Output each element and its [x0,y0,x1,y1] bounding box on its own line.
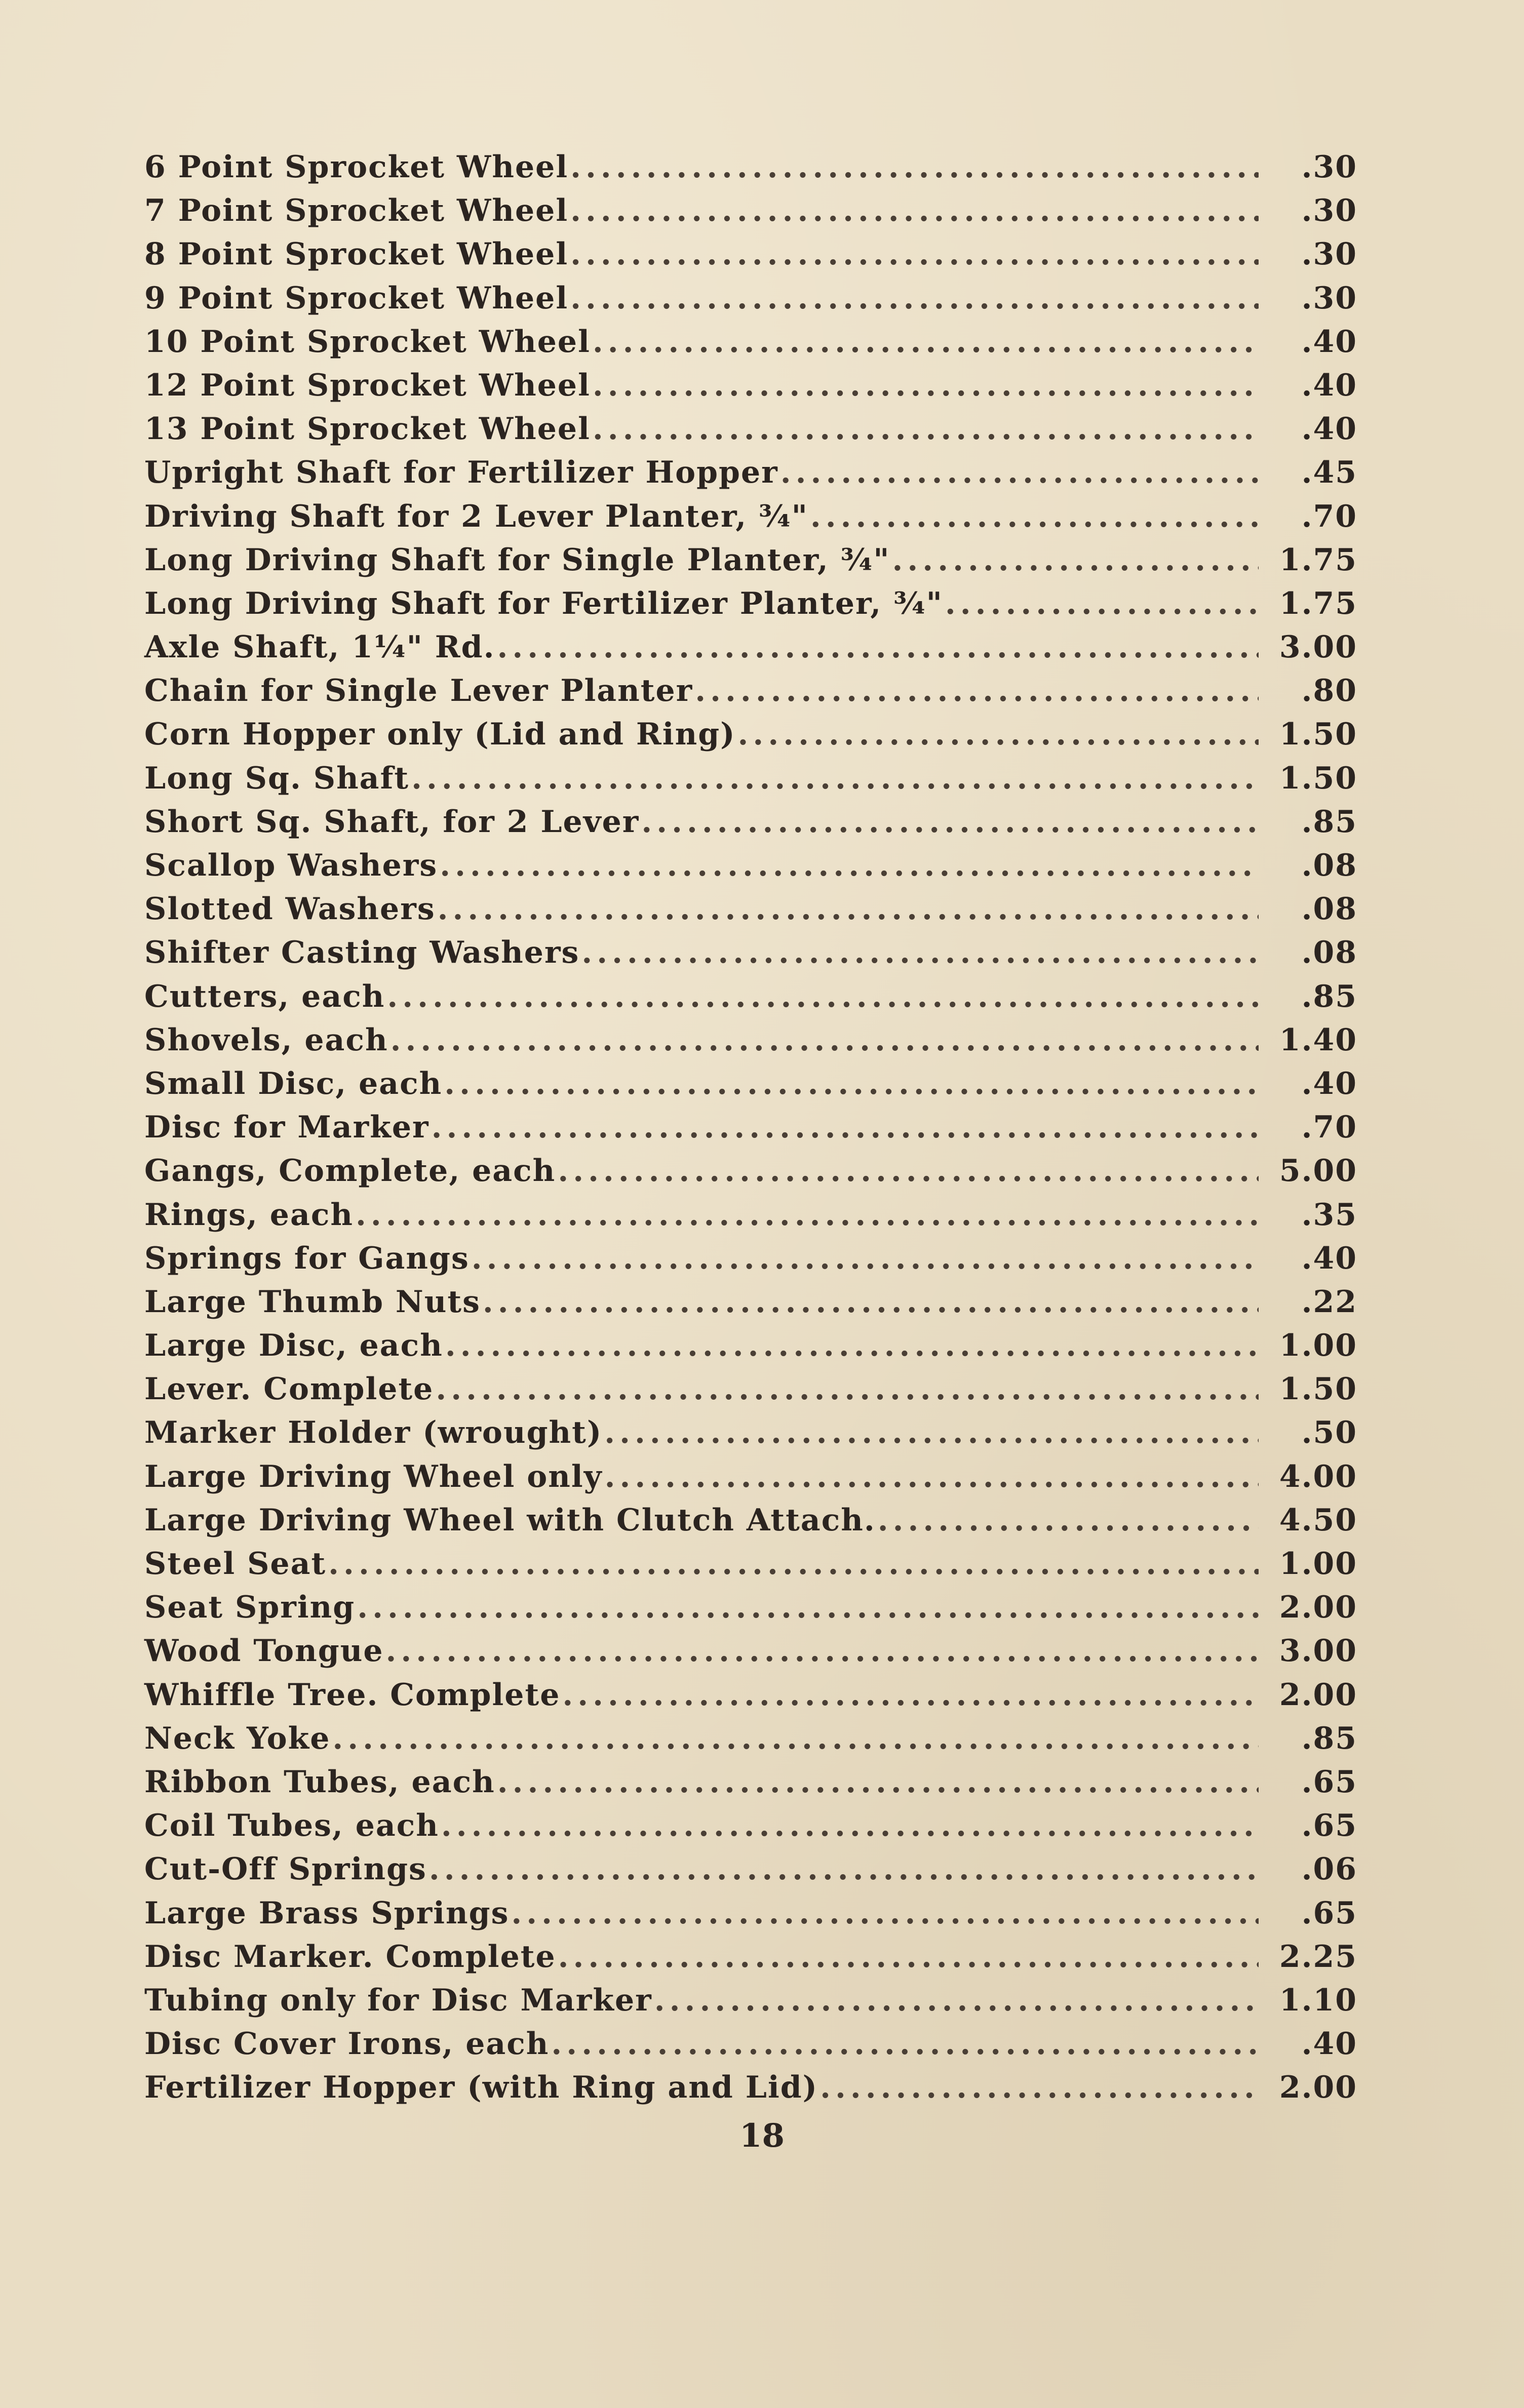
price-list-row [144,935,1357,978]
price-list-row [144,1808,1357,1851]
price-list-row [144,1590,1357,1633]
item-name: Steel Seat [144,1546,327,1582]
dot-leader [440,848,1259,883]
item-price: .22 [1301,1284,1357,1320]
price-list-row [144,1415,1357,1458]
price-list-row [144,1153,1357,1197]
price-list-row [144,411,1357,455]
item-name: Large Brass Springs [144,1895,510,1931]
dot-leader [497,1764,1259,1800]
item-price: .80 [1301,673,1357,709]
dot-leader [558,1153,1259,1189]
item-name: Neck Yoke [144,1720,331,1756]
dot-leader [593,368,1259,403]
item-name: Large Thumb Nuts [144,1284,481,1320]
price-list-row [144,891,1357,935]
price-list-row [144,324,1357,368]
item-price: .40 [1301,411,1357,447]
item-price: .08 [1301,891,1357,927]
price-list-row [144,1022,1357,1066]
item-price: .08 [1301,848,1357,883]
item-price: 1.10 [1279,1982,1357,2018]
item-name: Cutters, each [144,978,385,1014]
price-list-row [144,1503,1357,1546]
dot-leader [387,979,1259,1014]
item-name: Whiffle Tree. Complete [144,1677,561,1713]
dot-leader [497,629,1259,665]
dot-leader [570,149,1259,185]
price-list-row [144,717,1357,760]
item-name: Large Driving Wheel with Clutch Attach. [144,1502,876,1538]
price-list-row [144,2026,1357,2070]
item-price: 2.00 [1279,1590,1357,1626]
item-name: Corn Hopper only (Lid and Ring) [144,717,736,753]
dot-leader [445,1328,1259,1363]
item-name: Coil Tubes, each [144,1808,439,1844]
price-list-row [144,1764,1357,1808]
dot-leader [780,455,1259,490]
item-price: 1.50 [1279,717,1357,753]
dot-leader [695,673,1259,708]
price-list-row [144,1197,1357,1241]
price-list-row [144,804,1357,848]
item-name: Wood Tongue [144,1633,384,1669]
item-name: 9 Point Sprocket Wheel [144,280,569,316]
dot-leader [892,542,1259,578]
item-price: .30 [1301,149,1357,185]
item-name: 13 Point Sprocket Wheel [144,411,591,447]
item-name: Disc Cover Irons, each [144,2026,550,2062]
price-list-row [144,2070,1357,2113]
item-name: Fertilizer Hopper (with Ring and Lid) [144,2070,818,2106]
dot-leader [570,193,1259,228]
item-price: .35 [1301,1197,1357,1233]
price-list-row [144,1459,1357,1503]
item-name: Rings, each [144,1197,354,1233]
dot-leader [810,499,1259,534]
item-price: .40 [1301,324,1357,360]
price-list-row [144,1896,1357,1939]
item-name: Chain for Single Lever Planter [144,673,693,709]
item-name: Long Driving Shaft for Single Planter, ¾" [144,542,890,578]
item-name: Marker Holder (wrought) [144,1415,603,1451]
item-price: 5.00 [1279,1153,1357,1189]
item-name: 10 Point Sprocket Wheel [144,324,591,360]
item-price: .70 [1301,498,1357,534]
item-price: 3.00 [1279,1633,1357,1669]
dot-leader [472,1241,1259,1276]
dot-leader [551,2026,1259,2062]
dot-leader [570,236,1259,272]
item-name: Upright Shaft for Fertilizer Hopper [144,455,778,491]
price-list-row [144,1284,1357,1328]
dot-leader [820,2070,1259,2105]
item-name: Shovels, each [144,1022,388,1058]
item-name: Disc for Marker [144,1110,429,1146]
price-list-row [144,1939,1357,1983]
page-number: 18 [739,2117,785,2155]
item-price: .70 [1301,1110,1357,1146]
price-list-row [144,1983,1357,2026]
price-list-row [144,1066,1357,1110]
item-name: Short Sq. Shaft, for 2 Lever [144,804,640,840]
price-list-row [144,629,1357,673]
price-list-row [144,586,1357,629]
dot-leader [558,1939,1259,1975]
item-price: .30 [1301,280,1357,316]
item-price: .30 [1301,236,1357,272]
dot-leader [605,1459,1259,1494]
item-price: .65 [1301,1895,1357,1931]
item-price: 2.25 [1279,1939,1357,1975]
dot-leader [641,804,1259,840]
price-list-row [144,542,1357,586]
item-price: 1.50 [1279,760,1357,796]
item-price: 4.00 [1279,1458,1357,1494]
dot-leader [438,891,1259,927]
item-name: Axle Shaft, 1¼" Rd. [144,629,495,665]
dot-leader [593,411,1259,447]
item-price: 1.75 [1279,542,1357,578]
price-list-row [144,455,1357,498]
dot-leader [604,1415,1259,1450]
item-name: Shifter Casting Washers [144,935,580,971]
item-price: .65 [1301,1764,1357,1800]
item-price: 1.00 [1279,1546,1357,1582]
item-price: 2.00 [1279,1677,1357,1713]
dot-leader [328,1546,1259,1582]
item-name: Small Disc, each [144,1065,443,1101]
price-list-row [144,761,1357,804]
price-list-row [144,281,1357,324]
item-name: Seat Spring [144,1590,356,1626]
price-list-row [144,236,1357,280]
item-price: .65 [1301,1808,1357,1844]
item-name: Large Disc, each [144,1328,443,1364]
item-name: Tubing only for Disc Marker [144,1982,652,2018]
dot-leader [386,1633,1259,1669]
dot-leader [432,1110,1259,1145]
dot-leader [444,1066,1259,1101]
dot-leader [654,1983,1259,2018]
item-price: .40 [1301,2026,1357,2062]
item-name: Scallop Washers [144,848,438,883]
item-price: .50 [1301,1415,1357,1451]
item-name: Long Driving Shaft for Fertilizer Planter, ¾" [144,585,943,621]
price-list-row [144,1110,1357,1153]
price-list-row [144,1677,1357,1721]
item-name: 8 Point Sprocket Wheel [144,236,569,272]
price-list-row [144,1633,1357,1677]
item-price: .30 [1301,193,1357,229]
item-price: .85 [1301,1720,1357,1756]
price-list-row [144,193,1357,236]
price-list-row [144,1546,1357,1590]
item-price: 1.00 [1279,1328,1357,1364]
price-list-row [144,979,1357,1022]
item-name: Cut-Off Springs [144,1851,427,1887]
price-list-row [144,368,1357,411]
item-name: Lever. Complete [144,1371,434,1407]
dot-leader [356,1197,1259,1233]
price-list-row [144,149,1357,193]
price-list-row [144,848,1357,891]
dot-leader [581,935,1259,970]
item-name: 12 Point Sprocket Wheel [144,367,591,403]
item-price: .85 [1301,804,1357,840]
item-name: Slotted Washers [144,891,436,927]
parts-price-list [144,149,1357,2113]
item-price: .08 [1301,935,1357,971]
price-list-row [144,499,1357,542]
item-name: Ribbon Tubes, each [144,1764,495,1800]
dot-leader [429,1851,1259,1887]
dot-leader [357,1590,1259,1625]
dot-leader [511,1896,1259,1931]
item-name: Long Sq. Shaft [144,760,410,796]
price-list-row [144,673,1357,717]
dot-leader [570,281,1259,316]
item-price: 1.75 [1279,585,1357,621]
dot-leader [411,761,1259,796]
item-name: 7 Point Sprocket Wheel [144,193,569,229]
item-price: 1.50 [1279,1371,1357,1407]
dot-leader [390,1022,1259,1058]
price-list-row [144,1851,1357,1895]
item-name: Springs for Gangs [144,1240,470,1276]
item-name: 6 Point Sprocket Wheel [144,149,569,185]
item-price: .85 [1301,978,1357,1014]
dot-leader [332,1721,1259,1756]
price-list-row [144,1241,1357,1284]
item-price: 4.50 [1279,1502,1357,1538]
item-name: Gangs, Complete, each [144,1153,556,1189]
item-price: 1.40 [1279,1022,1357,1058]
dot-leader [562,1677,1259,1713]
item-price: 2.00 [1279,2070,1357,2106]
item-price: .40 [1301,367,1357,403]
price-list-row [144,1721,1357,1764]
item-name: Driving Shaft for 2 Lever Planter, ¾" [144,498,808,534]
dot-leader [945,586,1259,621]
dot-leader [483,1284,1259,1320]
dot-leader [436,1371,1259,1407]
item-price: .45 [1301,455,1357,491]
dot-leader [738,717,1259,752]
dot-leader [441,1808,1259,1843]
price-list-row [144,1328,1357,1371]
item-price: 3.00 [1279,629,1357,665]
item-price: .40 [1301,1240,1357,1276]
dot-leader [878,1503,1259,1538]
item-name: Large Driving Wheel only [144,1458,603,1494]
item-name: Disc Marker. Complete [144,1939,556,1975]
item-price: .06 [1301,1851,1357,1887]
item-price: .40 [1301,1065,1357,1101]
price-list-row [144,1371,1357,1415]
dot-leader [593,324,1259,360]
